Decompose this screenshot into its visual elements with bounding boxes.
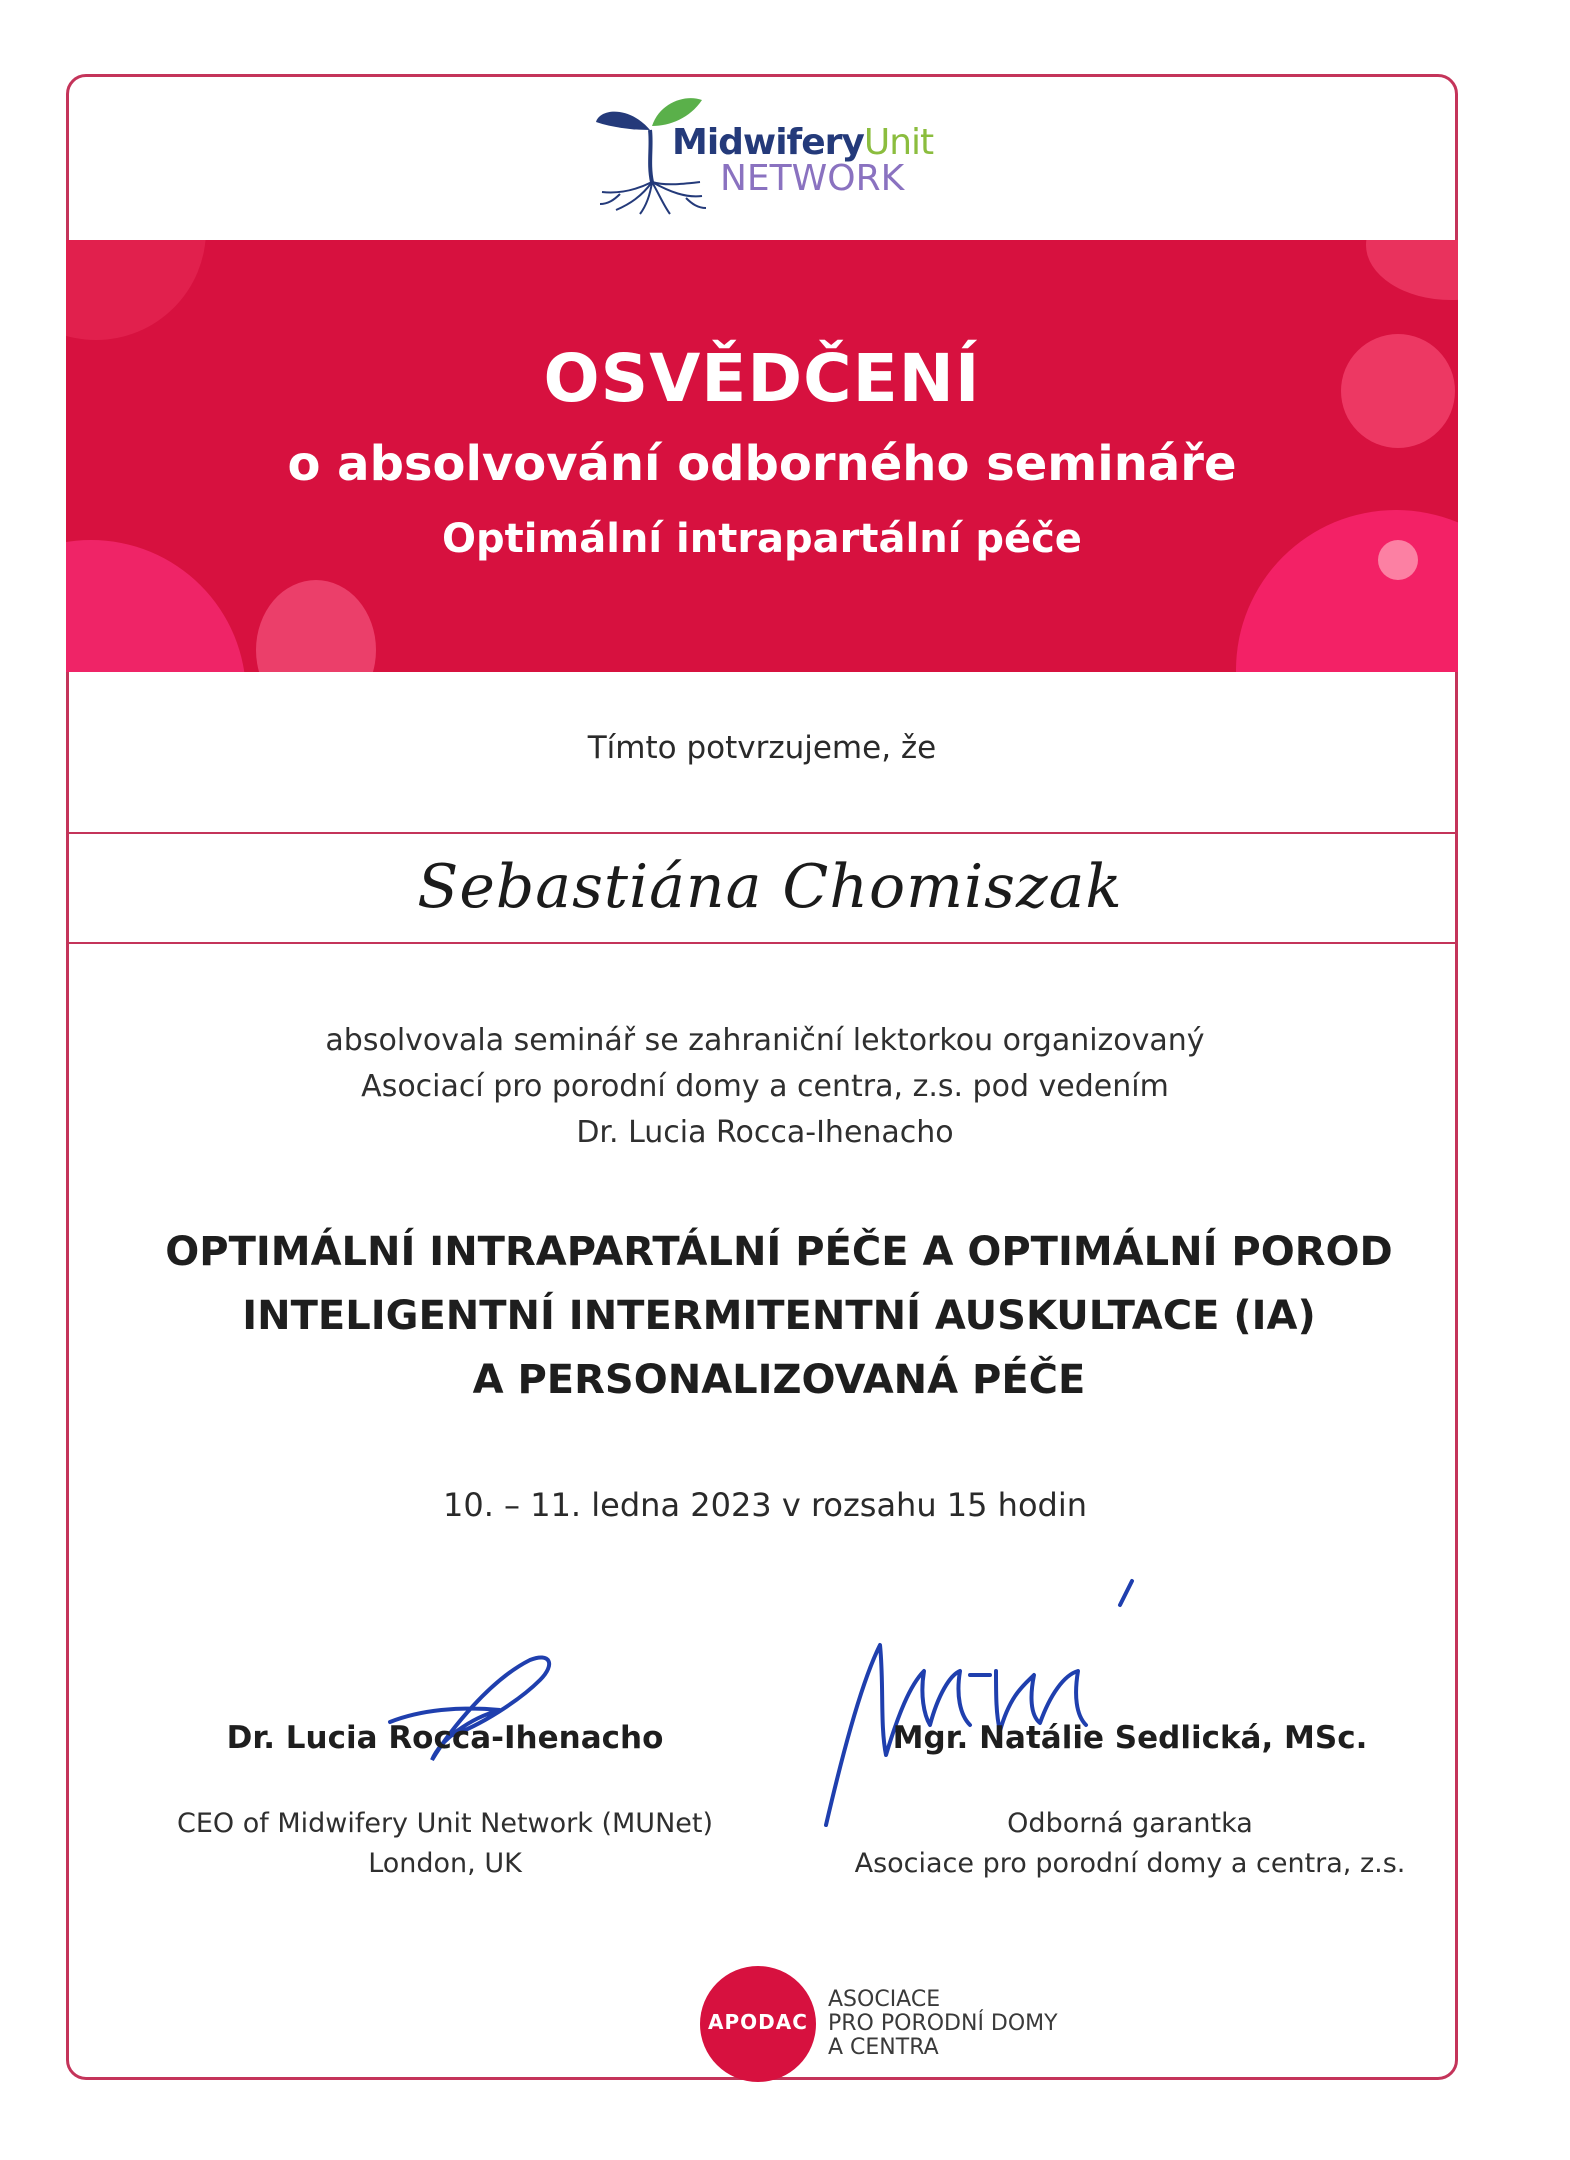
signatory-right-name: Mgr. Natálie Sedlická, MSc. <box>892 1720 1368 1756</box>
confirmation-text: Tímto potvrzujeme, že <box>587 730 937 766</box>
recipient-name: Sebastiána Chomiszak <box>417 852 1123 922</box>
signatory-left <box>150 1720 740 1884</box>
signatory-left-name: Dr. Lucia Rocca-Ihenacho <box>226 1720 664 1756</box>
title-banner <box>66 240 1458 672</box>
apodac-logo <box>700 1966 1120 2086</box>
signatory-right <box>820 1720 1440 1884</box>
midwifery-unit-network-logo <box>590 86 950 216</box>
course-title: OPTIMÁLNÍ INTRAPARTÁLNÍ PÉČE A OPTIMÁLNÍ POROD INTELIGENTNÍ INTERMITENTNÍ AUSKULTACE (IA) A PERSONALIZOVANÁ PÉČE <box>165 1229 1393 1403</box>
course-dates: 10. – 11. ledna 2023 v rozsahu 15 hodin <box>442 1486 1088 1524</box>
certificate-subtitle: o absolvování odborného semináře <box>287 436 1237 492</box>
divider-line <box>66 942 1458 944</box>
completion-description: absolvovala seminář se zahraniční lektorkou organizovaný Asociací pro porodní domy a centra, z.s. pod vedením Dr. Lucia Rocca-Ihenacho <box>325 1023 1205 1150</box>
signatory-right-role: Odborná garantka Asociace pro porodní domy a centra, z.s. <box>854 1808 1406 1879</box>
certificate-title: OSVĚDČENÍ <box>543 340 981 417</box>
seminar-name: Optimální intrapartální péče <box>442 516 1082 562</box>
logo-text-midwifery: MidwiferyUnit <box>672 122 934 163</box>
logo-text-network: NETWORK <box>720 158 905 199</box>
apodac-acronym: APODAC <box>708 2010 808 2034</box>
divider-line <box>66 832 1458 834</box>
apodac-full-name: ASOCIACE PRO PORODNÍ DOMY A CENTRA <box>828 1987 1058 2060</box>
signatory-left-role: CEO of Midwifery Unit Network (MUNet) London, UK <box>176 1808 714 1879</box>
